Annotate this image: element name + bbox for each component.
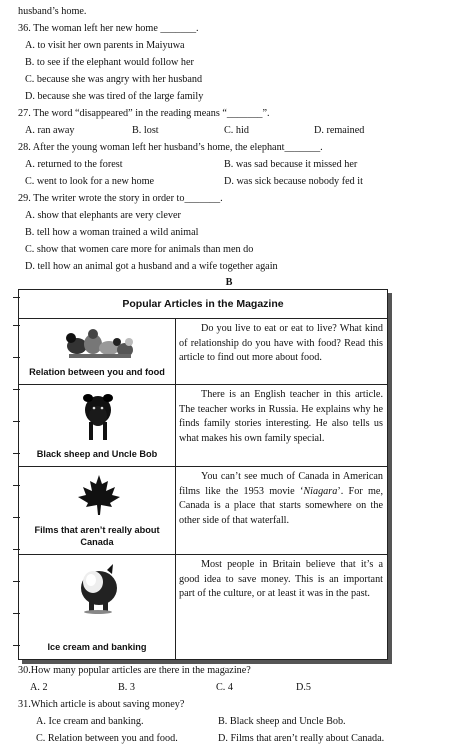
question-31-stem: 31.Which article is about saving money? <box>18 699 185 710</box>
q31-option-c[interactable]: C. Relation between you and food. <box>36 733 178 744</box>
binder-tick <box>13 645 20 646</box>
q30-option-a[interactable]: A. 2 <box>30 682 48 693</box>
question-30-stem: 30.How many popular articles are there in the magazine? <box>18 665 251 676</box>
article-description-text: There is an English teacher in this article. The teacher works in Russia. He explains why he finds family stories interesting. He also tells us what makes his own family special. <box>179 389 383 444</box>
q27-option-c[interactable]: C. hid <box>224 125 249 136</box>
q36-option-a[interactable]: A. to visit her own parents in Maiyuwa <box>25 40 185 51</box>
binder-tick <box>13 549 20 550</box>
q29-option-a[interactable]: A. show that elephants are very clever <box>25 210 181 221</box>
q31-option-d[interactable]: D. Films that aren’t really about Canada. <box>218 733 385 744</box>
article-description-text: ’. For me, Canada is a place that starts somewhere on the other side of that waterfall. <box>179 485 383 526</box>
article-description-text: Most people in Britain believe that it’s a good idea to save money. This is an important part of the culture, or at least it was in the past. <box>179 559 383 599</box>
table-shadow-right <box>388 293 392 664</box>
table-row <box>19 384 387 467</box>
binder-tick <box>13 389 20 390</box>
q36-option-d[interactable]: D. because she was tired of the large family <box>25 91 204 102</box>
article-cell-left <box>19 466 176 554</box>
q28-option-d[interactable]: D. was sick because nobody fed it <box>224 176 363 187</box>
binder-tick <box>13 517 20 518</box>
article-description-text: Do you live to eat or eat to live? What kind of relationship do you have with food? Read this article to find out more about food. <box>179 323 383 363</box>
table-title: Popular Articles in the Magazine <box>19 290 387 319</box>
q28-option-c[interactable]: C. went to look for a new home <box>25 176 155 187</box>
question-36-stem: 36. The woman left her new home _______. <box>18 23 199 34</box>
binder-tick <box>13 613 20 614</box>
q28-option-b[interactable]: B. was sad because it missed her <box>224 159 358 170</box>
q36-option-b[interactable]: B. to see if the elephant would follow her <box>25 57 194 68</box>
binder-tick <box>13 453 20 454</box>
article-caption[interactable]: Relation between you and food <box>29 367 165 377</box>
table-row <box>19 466 387 555</box>
article-cell-left <box>19 318 176 384</box>
intro-tail-text: husband’s home. <box>18 6 87 17</box>
q31-option-a[interactable]: A. Ice cream and banking. <box>36 716 144 727</box>
table-row <box>19 318 387 385</box>
article-caption[interactable]: Ice cream and banking <box>47 642 147 652</box>
q27-option-b[interactable]: B. lost <box>132 125 159 136</box>
article-description <box>179 388 383 446</box>
binder-tick <box>13 581 20 582</box>
binder-tick <box>13 325 20 326</box>
article-description <box>179 558 383 602</box>
article-description-text: You can’t see much of Canada in American films like the 1953 movie ‘ <box>179 471 383 497</box>
q31-option-b[interactable]: B. Black sheep and Uncle Bob. <box>218 716 346 727</box>
maple-leaf-image <box>77 474 121 516</box>
q30-option-b[interactable]: B. 3 <box>118 682 135 693</box>
table-row <box>19 554 387 659</box>
q36-option-c[interactable]: C. because she was angry with her husband <box>25 74 203 85</box>
section-b-label: B <box>225 277 233 288</box>
q28-option-a[interactable]: A. returned to the forest <box>25 159 123 170</box>
q29-option-c[interactable]: C. show that women care more for animals than men do <box>25 244 254 255</box>
question-27-stem: 27. The word “disappeared” in the reading means “_______”. <box>18 108 270 119</box>
q30-option-d[interactable]: D.5 <box>296 682 311 693</box>
table-frame <box>18 289 388 660</box>
article-description <box>179 470 383 528</box>
animals-eating-image <box>63 324 137 364</box>
q27-option-d[interactable]: D. remained <box>314 125 365 136</box>
article-caption[interactable]: Films that aren’t really about Canada <box>34 525 160 547</box>
q29-option-b[interactable]: B. tell how a woman trained a wild animal <box>25 227 199 238</box>
binder-tick <box>13 297 20 298</box>
piggy-bank-image <box>75 562 121 616</box>
q29-option-d[interactable]: D. tell how an animal got a husband and a wife together again <box>25 261 278 272</box>
question-29-stem: 29. The writer wrote the story in order to_______. <box>18 193 223 204</box>
q30-option-c[interactable]: C. 4 <box>216 682 233 693</box>
articles-table <box>18 289 388 660</box>
binder-tick <box>13 485 20 486</box>
table-shadow-bottom <box>22 660 392 664</box>
question-28-stem: 28. After the young woman left her husband’s home, the elephant_______. <box>18 142 323 153</box>
film-title: Niagara <box>303 485 338 497</box>
article-caption[interactable]: Black sheep and Uncle Bob <box>36 449 158 459</box>
article-cell-left <box>19 554 176 659</box>
binder-tick <box>13 421 20 422</box>
article-description <box>179 322 383 366</box>
binder-tick <box>13 357 20 358</box>
black-sheep-image <box>79 390 117 442</box>
q27-option-a[interactable]: A. ran away <box>25 125 75 136</box>
article-cell-left <box>19 384 176 466</box>
